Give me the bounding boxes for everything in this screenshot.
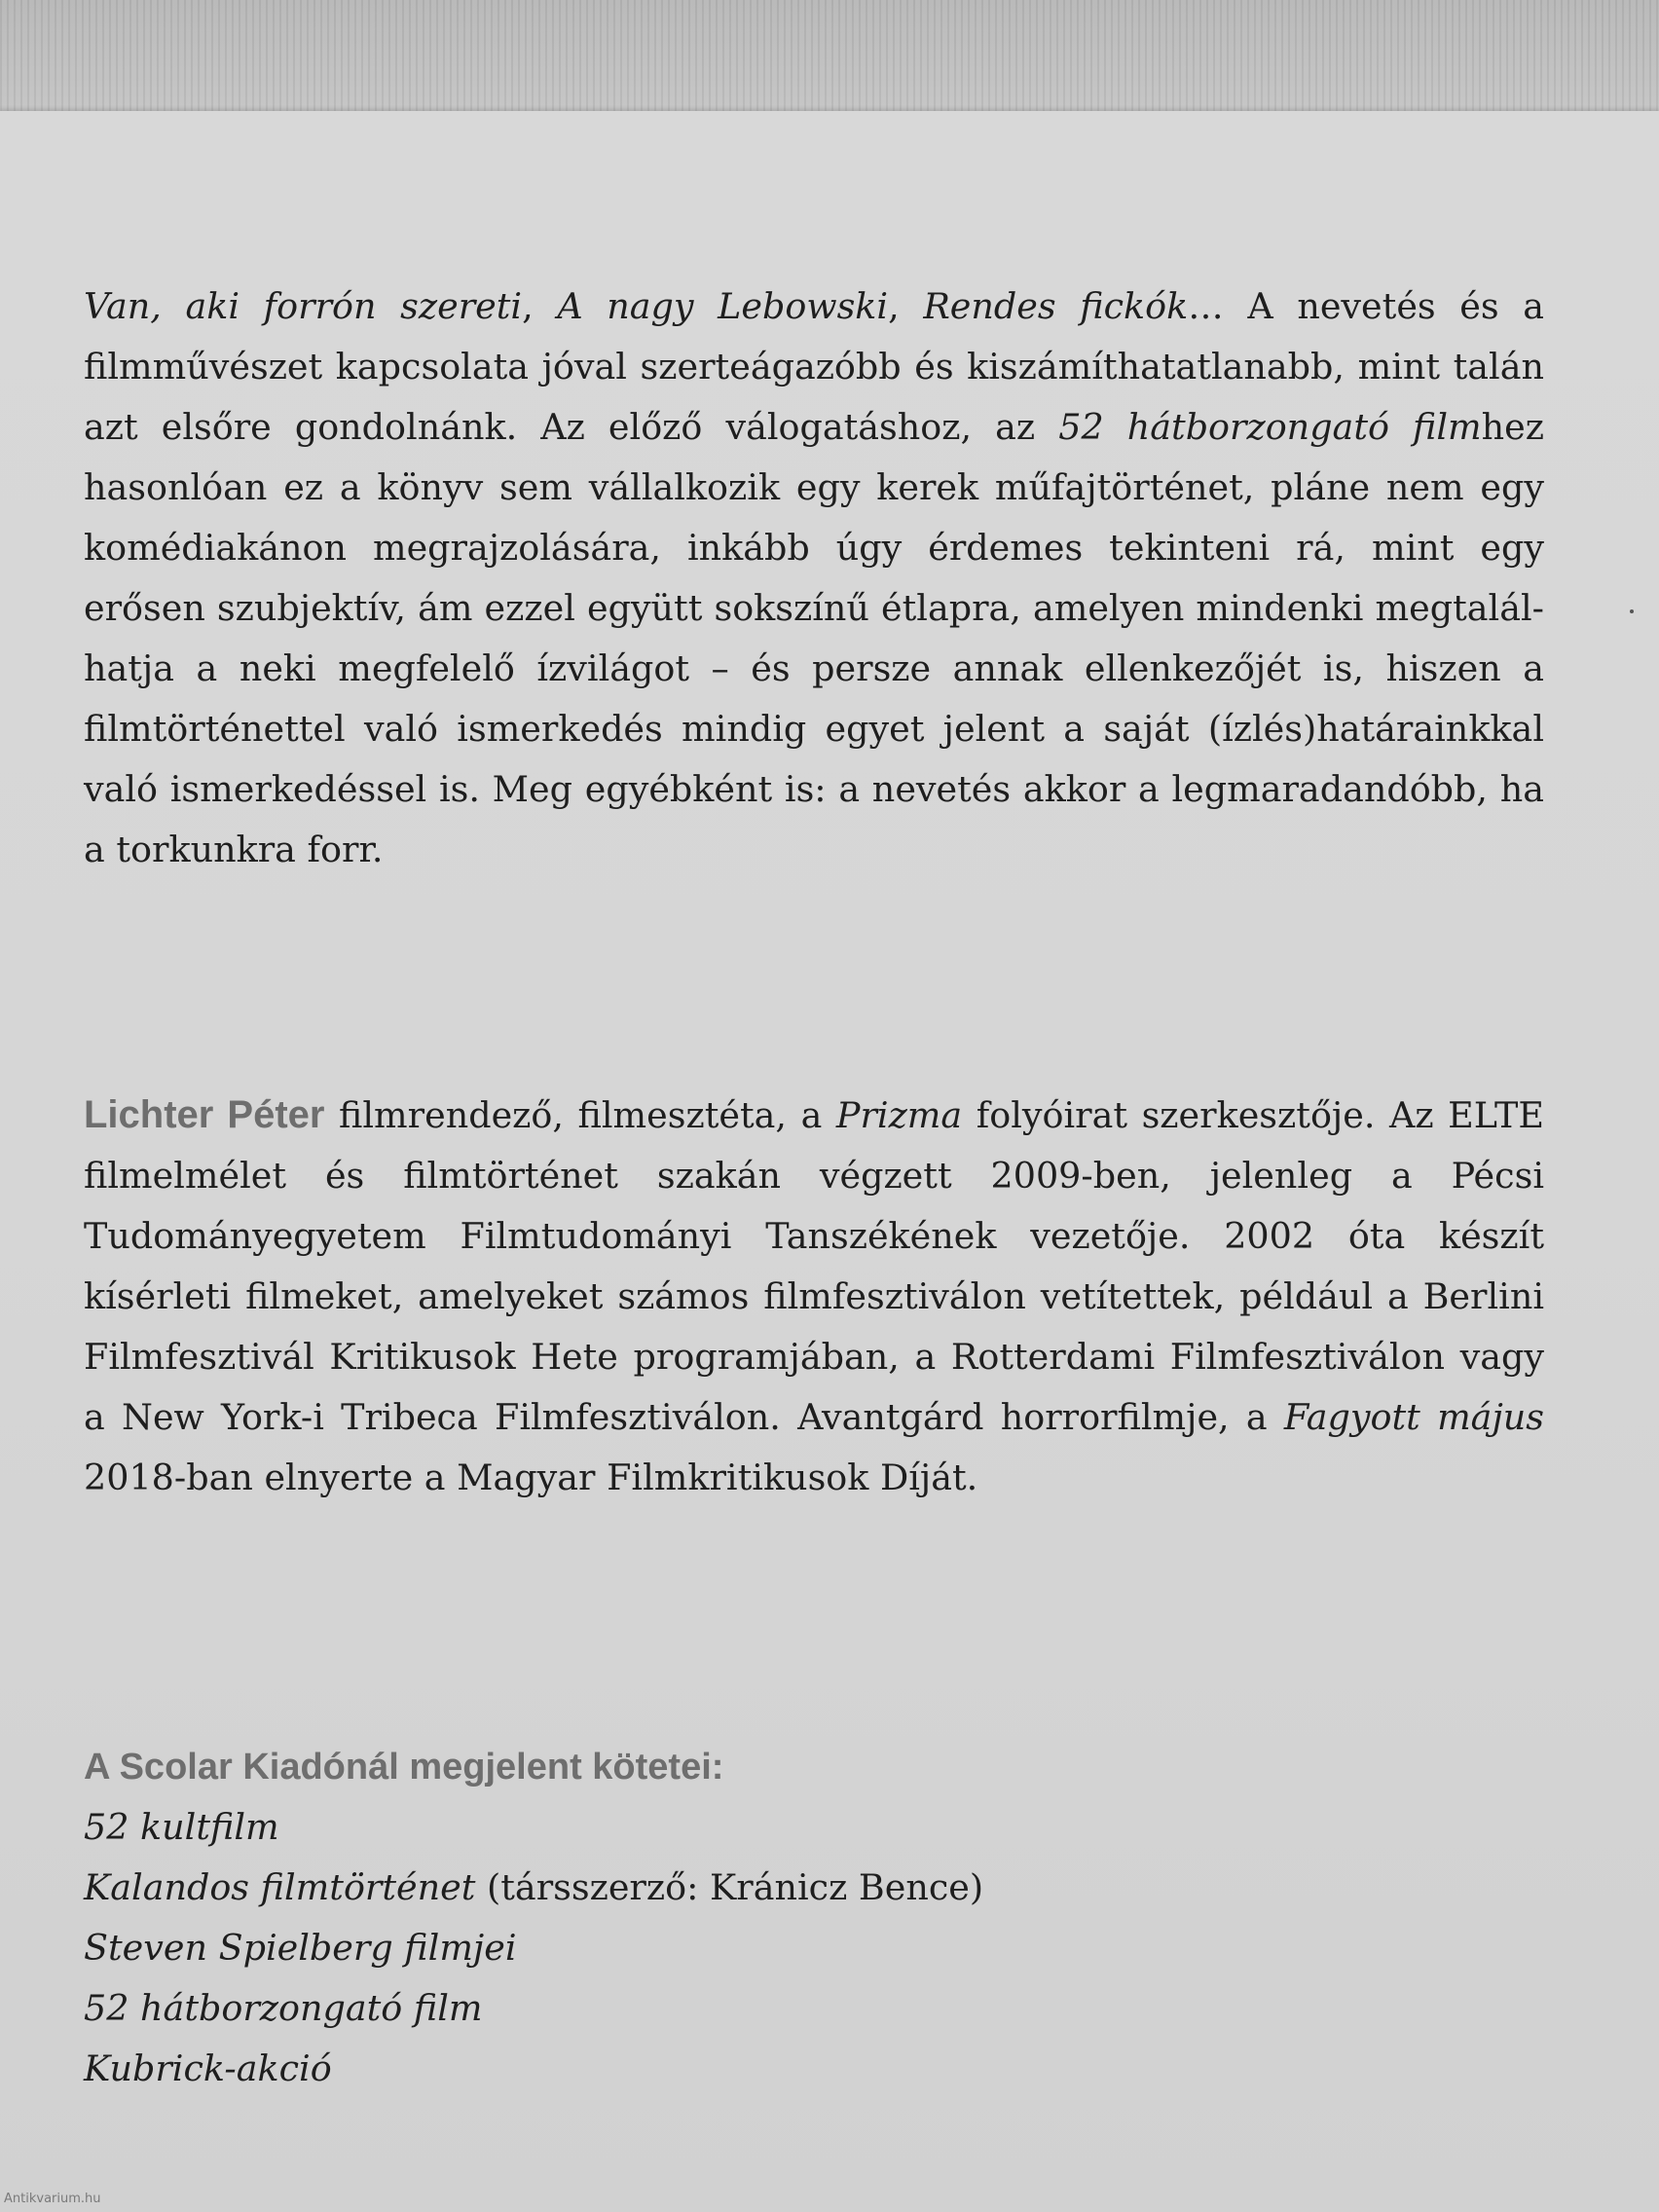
book-back-cover	[0, 111, 1659, 2212]
journal-title: Prizma	[835, 1094, 963, 1136]
film-title: Van, aki forrón szereti	[84, 285, 523, 327]
book-title: 52 kultfilm	[84, 1806, 279, 1848]
books-list	[84, 1737, 1544, 2099]
background-surface	[0, 0, 1659, 117]
book-item	[84, 2039, 1544, 2099]
book-item	[84, 1918, 1544, 1978]
blurb-paragraph	[84, 276, 1544, 880]
book-note: (társszerző: Kránicz Bence)	[475, 1866, 984, 1908]
books-heading: A Scolar Kiadónál megjelent kötetei:	[84, 1747, 724, 1788]
speck-mark	[1630, 609, 1634, 613]
book-title: 52 hátborzongató film	[84, 1987, 483, 2029]
book-item	[84, 1858, 1544, 1918]
film-title: A nagy Lebowski	[557, 285, 889, 327]
watermark: Antikvarium.hu	[4, 2192, 101, 2206]
film-title: Rendes fickók	[923, 285, 1189, 327]
book-item	[84, 1797, 1544, 1858]
film-title: Fagyott május	[1283, 1396, 1545, 1438]
bio-text: folyóirat szerkesztője. Az ELTE filmelmélet és filmtörténet szakán végzett 2009-ben, jelenleg a Pécsi Tudományegyetem Filmtudományi Tanszékének vezetője. 2002 óta készít kísérleti filmeket, amelyeket számos filmfesztiválon vetítettek, például a Berlini Filmfesztivál Kritikusok Hete programjában, a Rotterdami Filmfesztiválon vagy a New York-i Tribeca Filmfesztiválon. Avantgárd horrorfilmje, a	[84, 1094, 1545, 1438]
bio-text: filmrendező, filmesztéta, a	[324, 1094, 836, 1136]
book-item	[84, 1978, 1544, 2039]
blurb-text: … A nevetés és a filmművészet kapcsolata jóval szerteágazóbb és kiszámíthatatlanabb, mint talán azt elsőre gondolnánk. Az előző válogatáshoz, az	[84, 285, 1544, 448]
bio-text: 2018-ban elnyerte a Magyar Filmkritikusok Díját.	[84, 1456, 978, 1498]
book-title: 52 hátborzongató film	[1058, 406, 1482, 448]
author-bio	[84, 1085, 1544, 1508]
separator: ,	[888, 285, 924, 327]
book-title: Kalandos filmtörténet	[84, 1866, 476, 1908]
separator: ,	[522, 285, 558, 327]
book-title: Steven Spielberg filmjei	[84, 1927, 517, 1969]
author-name: Lichter Péter	[84, 1093, 325, 1136]
blurb-text: hez hasonlóan ez a könyv sem vállalkozik egy kerek műfajtörténet, pláne nem egy komédiakánon megrajzolására, inkább úgy érdemes tekinteni rá, mint egy erősen szubjektív, ám ezzel együtt sokszínű étlapra, amelyen mindenki megtalálhatja a neki megfelelő ízvilágot – és persze annak ellenkezőjét is, hiszen a filmtörténettel való ismerkedés mindig egyet jelent a saját (ízlés)határainkkal való ismerkedéssel is. Meg egyébként is: a nevetés akkor a legmaradandóbb, ha a torkunkra forr.	[84, 406, 1545, 870]
book-title: Kubrick-akció	[84, 2047, 332, 2089]
